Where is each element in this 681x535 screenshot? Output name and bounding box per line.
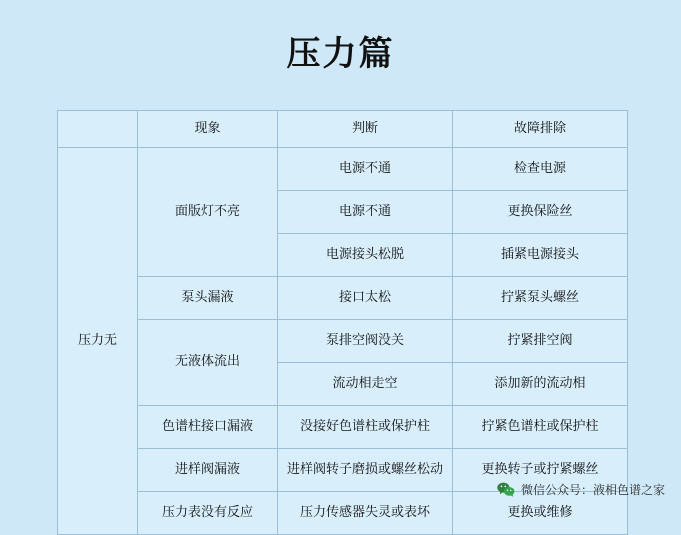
judgement-cell: 电源不通 bbox=[278, 148, 453, 191]
fix-cell: 更换转子或拧紧螺丝 bbox=[453, 449, 628, 492]
group-label-cell: 压力无 bbox=[58, 148, 138, 535]
table-header-row bbox=[58, 111, 628, 148]
fix-cell: 更换或维修 bbox=[453, 492, 628, 535]
page-title: 压力篇 bbox=[286, 34, 395, 74]
judgement-cell: 没接好色谱柱或保护柱 bbox=[278, 406, 453, 449]
symptom-cell: 面版灯不亮 bbox=[138, 148, 278, 277]
table-row bbox=[58, 148, 628, 191]
fix-cell: 拧紧泵头螺丝 bbox=[453, 277, 628, 320]
header-cell-blank bbox=[58, 111, 138, 148]
symptom-cell: 压力表没有反应 bbox=[138, 492, 278, 535]
footer-watermark bbox=[497, 481, 665, 498]
header-cell-fix: 故障排除 bbox=[453, 111, 628, 148]
fix-cell: 拧紧排空阀 bbox=[453, 320, 628, 363]
symptom-cell: 无液体流出 bbox=[138, 320, 278, 406]
header-cell-symptom: 现象 bbox=[138, 111, 278, 148]
footer-text: 微信公众号：液相色谱之家 bbox=[520, 483, 665, 497]
header-cell-judgement: 判断 bbox=[278, 111, 453, 148]
judgement-cell: 接口太松 bbox=[278, 277, 453, 320]
judgement-cell: 泵排空阀没关 bbox=[278, 320, 453, 363]
judgement-cell: 电源不通 bbox=[278, 191, 453, 234]
fix-cell: 检查电源 bbox=[453, 148, 628, 191]
fix-cell: 拧紧色谱柱或保护柱 bbox=[453, 406, 628, 449]
wechat-icon bbox=[497, 482, 515, 497]
table-row bbox=[58, 277, 628, 320]
fix-cell: 更换保险丝 bbox=[453, 191, 628, 234]
fix-cell: 添加新的流动相 bbox=[453, 363, 628, 406]
judgement-cell: 压力传感器失灵或表坏 bbox=[278, 492, 453, 535]
symptom-cell: 泵头漏液 bbox=[138, 277, 278, 320]
troubleshooting-table bbox=[57, 110, 628, 535]
judgement-cell: 进样阀转子磨损或螺丝松动 bbox=[278, 449, 453, 492]
fix-cell: 插紧电源接头 bbox=[453, 234, 628, 277]
symptom-cell: 进样阀漏液 bbox=[138, 449, 278, 492]
table-row bbox=[58, 406, 628, 449]
judgement-cell: 流动相走空 bbox=[278, 363, 453, 406]
table-row bbox=[58, 320, 628, 363]
judgement-cell: 电源接头松脱 bbox=[278, 234, 453, 277]
symptom-cell: 色谱柱接口漏液 bbox=[138, 406, 278, 449]
